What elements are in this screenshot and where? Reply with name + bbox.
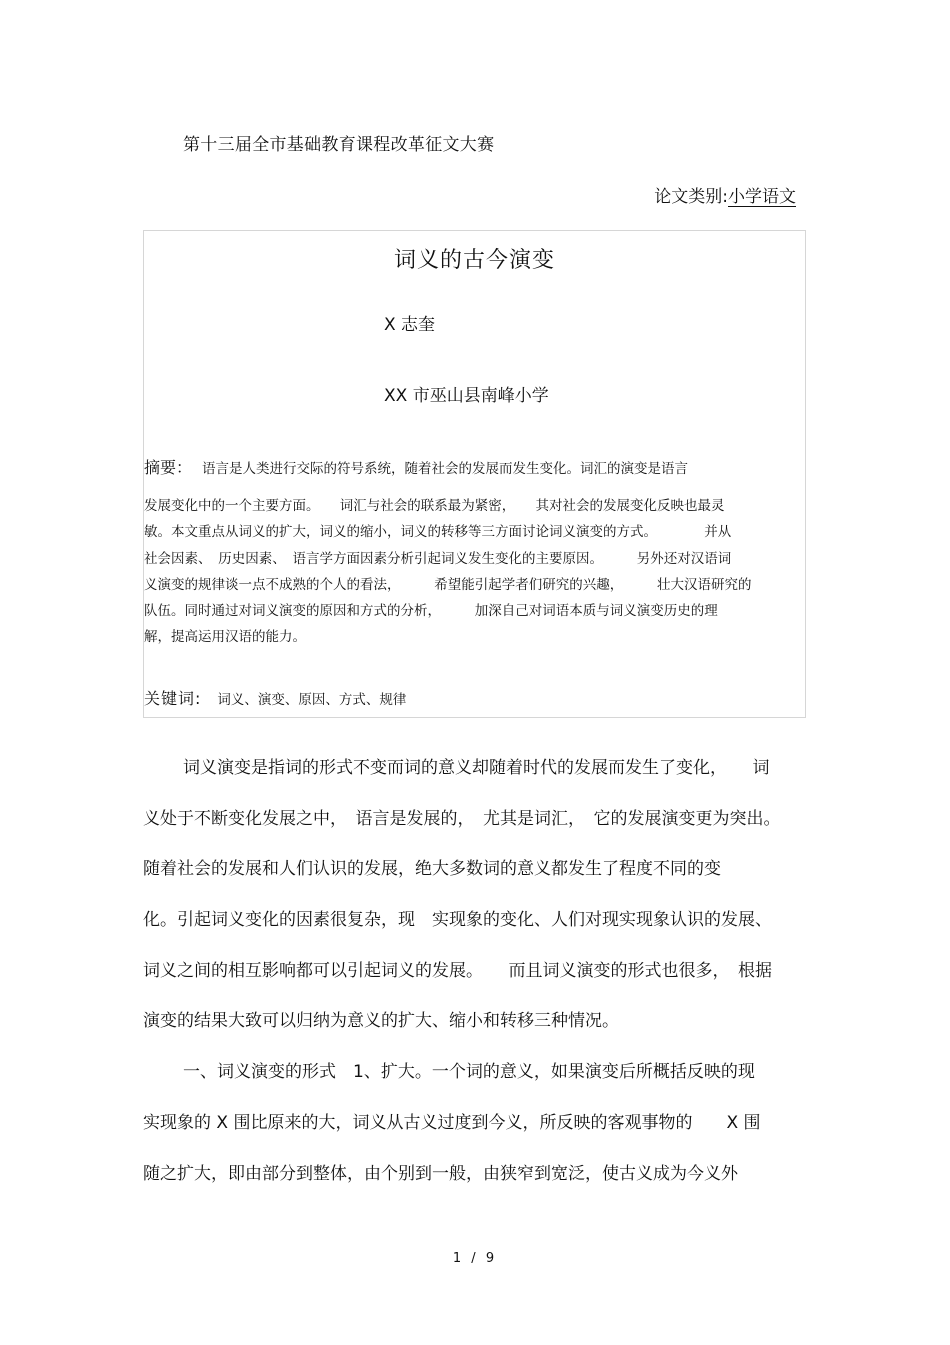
abstract-box (143, 230, 806, 718)
abstract-first-line (144, 455, 688, 478)
page-number: 1 / 9 (452, 1251, 498, 1266)
abstract-body (144, 493, 806, 651)
abstract-line: 队伍。同时通过对词义演变的原因和方式的分析， 加深自己对词语本质与词义演变历史的理 (144, 603, 718, 620)
category-value: 小学语文 (728, 187, 796, 207)
abstract-line: 发展变化中的一个主要方面。 词汇与社会的联系最为紧密， 其对社会的发展变化反映也最灵 (144, 498, 725, 514)
body-line: 化。引起词义变化的因素很复杂，现 实现象的变化、人们对现实现象认识的发展、 (143, 910, 772, 931)
body-line: 词义演变是指词的形式不变而词的意义却随着时代的发展而发生了变化， 词 (183, 758, 770, 778)
paper-title: 词义的古今演变 (393, 248, 555, 273)
keywords-line (144, 686, 406, 709)
abstract-label: 摘要： (144, 458, 193, 477)
contest-title: 第十三届全市基础教育课程改革征文大赛 (183, 135, 495, 155)
body-line: 实现象的 X 围比原来的大，词义从古义过度到今义，所反映的客观事物的 X 围 (143, 1112, 761, 1133)
body-line: 随着社会的发展和人们认识的发展，绝大多数词的意义都发生了程度不同的变 (143, 859, 721, 880)
author-name: X 志奎 (384, 315, 436, 335)
school-name: XX 市巫山县南峰小学 (384, 386, 549, 406)
keywords-text: 词义、演变、原因、方式、规律 (217, 692, 407, 708)
keywords-label: 关键词: (144, 689, 202, 708)
body-line: 义处于不断变化发展之中， 语言是发展的， 尤其是词汇， 它的发展演变更为突出。 (143, 808, 781, 829)
abstract-text: 语言是人类进行交际的符号系统，随着社会的发展而发生变化。词汇的演变是语言 (202, 461, 689, 477)
abstract-line: 义演变的规律谈一点不成熟的个人的看法， 希望能引起学者们研究的兴趣， 壮大汉语研究的 (144, 576, 752, 593)
body-text (143, 755, 808, 1211)
abstract-line: 敏。本文重点从词义的扩大，词义的缩小，词义的转移等三方面讨论词义演变的方式。 并从 (144, 524, 732, 541)
abstract-line: 解，提高运用汉语的能力。 (144, 629, 306, 646)
body-line: 随之扩大，即由部分到整体，由个别到一般，由狭窄到宽泛，使古义成为今义外 (143, 1163, 738, 1184)
category-label: 论文类别: (654, 187, 728, 207)
paper-category (654, 182, 806, 207)
body-line: 演变的结果大致可以归纳为意义的扩大、缩小和转移三种情况。 (143, 1011, 619, 1032)
section-heading-line: 一、词义演变的形式 1、扩大。一个词的意义，如果演变后所概括反映的现 (183, 1062, 755, 1083)
abstract-line: 社会因素、 历史因素、 语言学方面因素分析引起词义发生变化的主要原因。 另外还对汉语词 (144, 550, 732, 567)
body-line: 词义之间的相互影响都可以引起词义的发展。 而且词义演变的形式也很多， 根据 (143, 960, 772, 981)
